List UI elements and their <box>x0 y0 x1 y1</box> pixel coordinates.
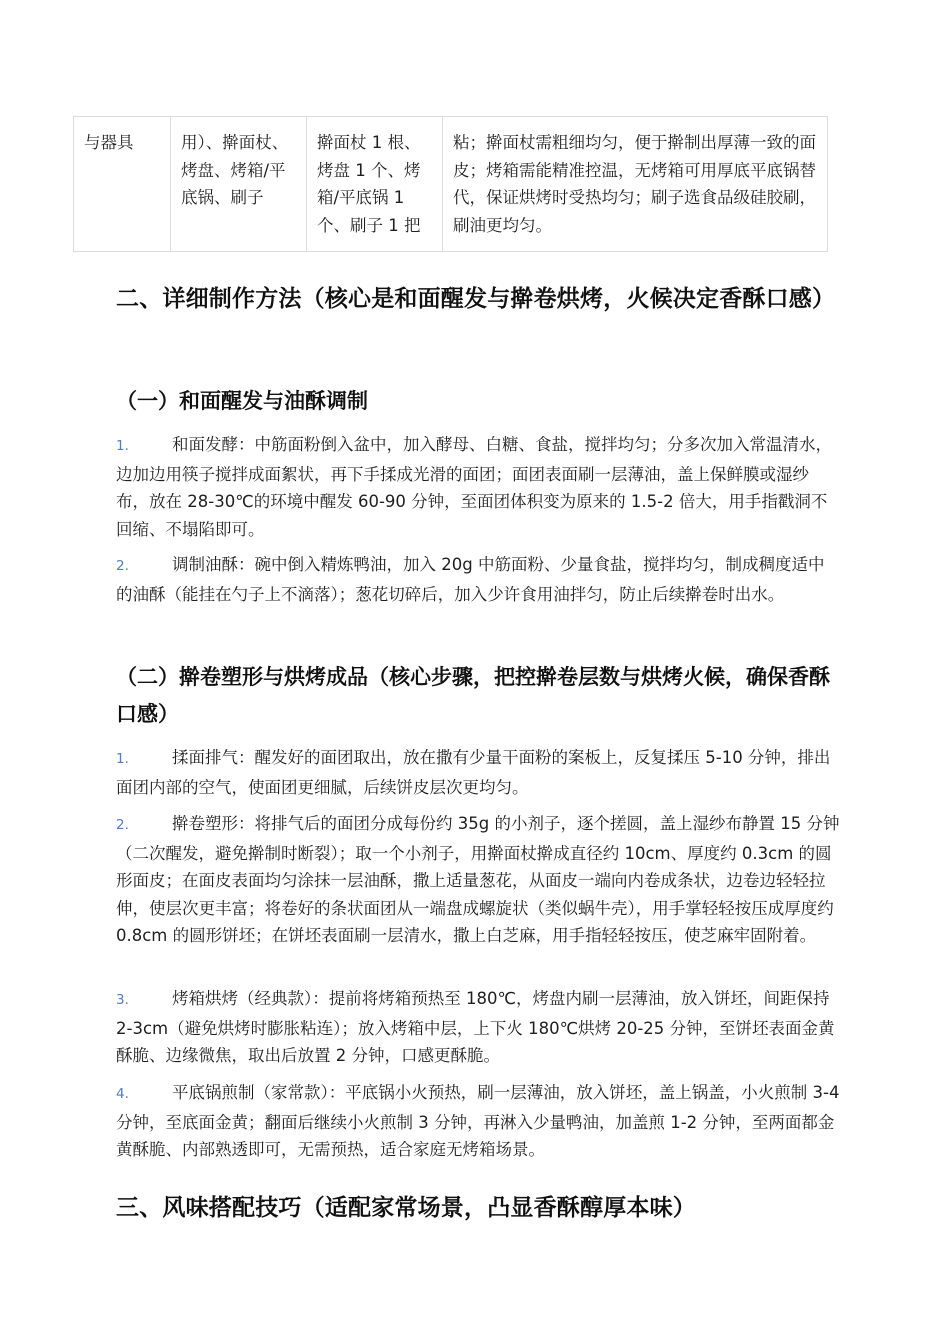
table-cell-quantity: 擀面杖 1 根、烤盘 1 个、烤箱/平底锅 1 个、刷子 1 把 <box>307 117 443 252</box>
list-item <box>116 1079 840 1164</box>
section-3-heading: 三、风味搭配技巧（适配家常场景，凸显香酥醇厚本味） <box>116 1195 696 1221</box>
list-text: 平底锅煎制（家常款）：平底锅小火预热，刷一层薄油，放入饼坯，盖上锅盖，小火煎制 3-4 分钟，至底面金黄；翻面后继续小火煎制 3 分钟，再淋入少量鸭油，加盖煎 1-2 分钟，至两面都金黄酥脆、内部熟透即可，无需预热，适合家庭无烤箱场景。 <box>116 1083 840 1159</box>
list-number: 2. <box>116 817 129 833</box>
subsection-2-heading: （二）擀卷塑形与烘烤成品（核心步骤，把控擀卷层数与烘烤火候，确保香酥口感） <box>116 665 830 726</box>
list-number: 4. <box>116 1086 129 1102</box>
section-2-heading: 二、详细制作方法（核心是和面醒发与擀卷烘烤，火候决定香酥口感） <box>116 286 836 312</box>
subsection-1-heading: （一）和面醒发与油酥调制 <box>116 389 368 413</box>
list-text: 擀卷塑形：将排气后的面团分成每份约 35g 的小剂子，逐个搓圆，盖上湿纱布静置 15 分钟（二次醒发，避免擀制时断裂）；取一个小剂子，用擀面杖擀成直径约 10cm、厚度约 0.3cm 的圆形面皮；在面皮表面均匀涂抹一层油酥，撒上适量葱花，从面皮一端向内卷成条状，边卷边轻轻拉伸，使层次更丰富；将卷好的条状面团从一端盘成螺旋状（类似蜗牛壳），用手掌轻轻按压成厚度约 0.8cm 的圆形饼坯；在饼坯表面刷一层清水，撒上白芝麻，用手指轻轻按压，使芝麻牢固附着。 <box>116 814 840 945</box>
list-text: 调制油酥：碗中倒入精炼鸭油，加入 20g 中筋面粉、少量食盐，搅拌均匀，制成稠度适中的油酥（能挂在勺子上不滴落）；葱花切碎后，加入少许食用油拌匀，防止后续擀卷时出水。 <box>116 555 825 604</box>
list-item <box>116 431 840 543</box>
list-number: 2. <box>116 558 129 574</box>
list-number: 1. <box>116 438 129 454</box>
list-item <box>116 810 840 950</box>
table-row <box>74 117 828 252</box>
table-cell-items: 用）、擀面杖、烤盘、烤箱/平底锅、刷子 <box>171 117 307 252</box>
list-text: 和面发酵：中筋面粉倒入盆中，加入酵母、白糖、食盐，搅拌均匀；分多次加入常温清水，边加边用筷子搅拌成面絮状，再下手揉成光滑的面团；面团表面刷一层薄油，盖上保鲜膜或湿纱布，放在 28-30℃的环境中醒发 60-90 分钟，至面团体积变为原来的 1.5-2 倍大，用手指戳洞不回缩、不塌陷即可。 <box>116 435 832 539</box>
list-item <box>116 551 840 608</box>
list-text: 烤箱烘烤（经典款）：提前将烤箱预热至 180℃，烤盘内刷一层薄油，放入饼坯，间距保持 2-3cm（避免烘烤时膨胀粘连）；放入烤箱中层，上下火 180℃烘烤 20-25 分钟，至饼坯表面金黄酥脆、边缘微焦，取出后放置 2 分钟，口感更酥脆。 <box>116 989 835 1065</box>
list-item <box>116 985 840 1070</box>
tools-table <box>73 116 828 252</box>
list-item <box>116 744 840 801</box>
list-number: 1. <box>116 751 129 767</box>
table-cell-category: 与器具 <box>74 117 171 252</box>
list-number: 3. <box>116 992 129 1008</box>
table-cell-notes: 粘；擀面杖需粗细均匀，便于擀制出厚薄一致的面皮；烤箱需能精准控温，无烤箱可用厚底平底锅替代，保证烘烤时受热均匀；刷子选食品级硅胶刷，刷油更均匀。 <box>443 117 828 252</box>
list-text: 揉面排气：醒发好的面团取出，放在撒有少量干面粉的案板上，反复揉压 5-10 分钟，排出面团内部的空气，使面团更细腻，后续饼皮层次更均匀。 <box>116 748 831 797</box>
